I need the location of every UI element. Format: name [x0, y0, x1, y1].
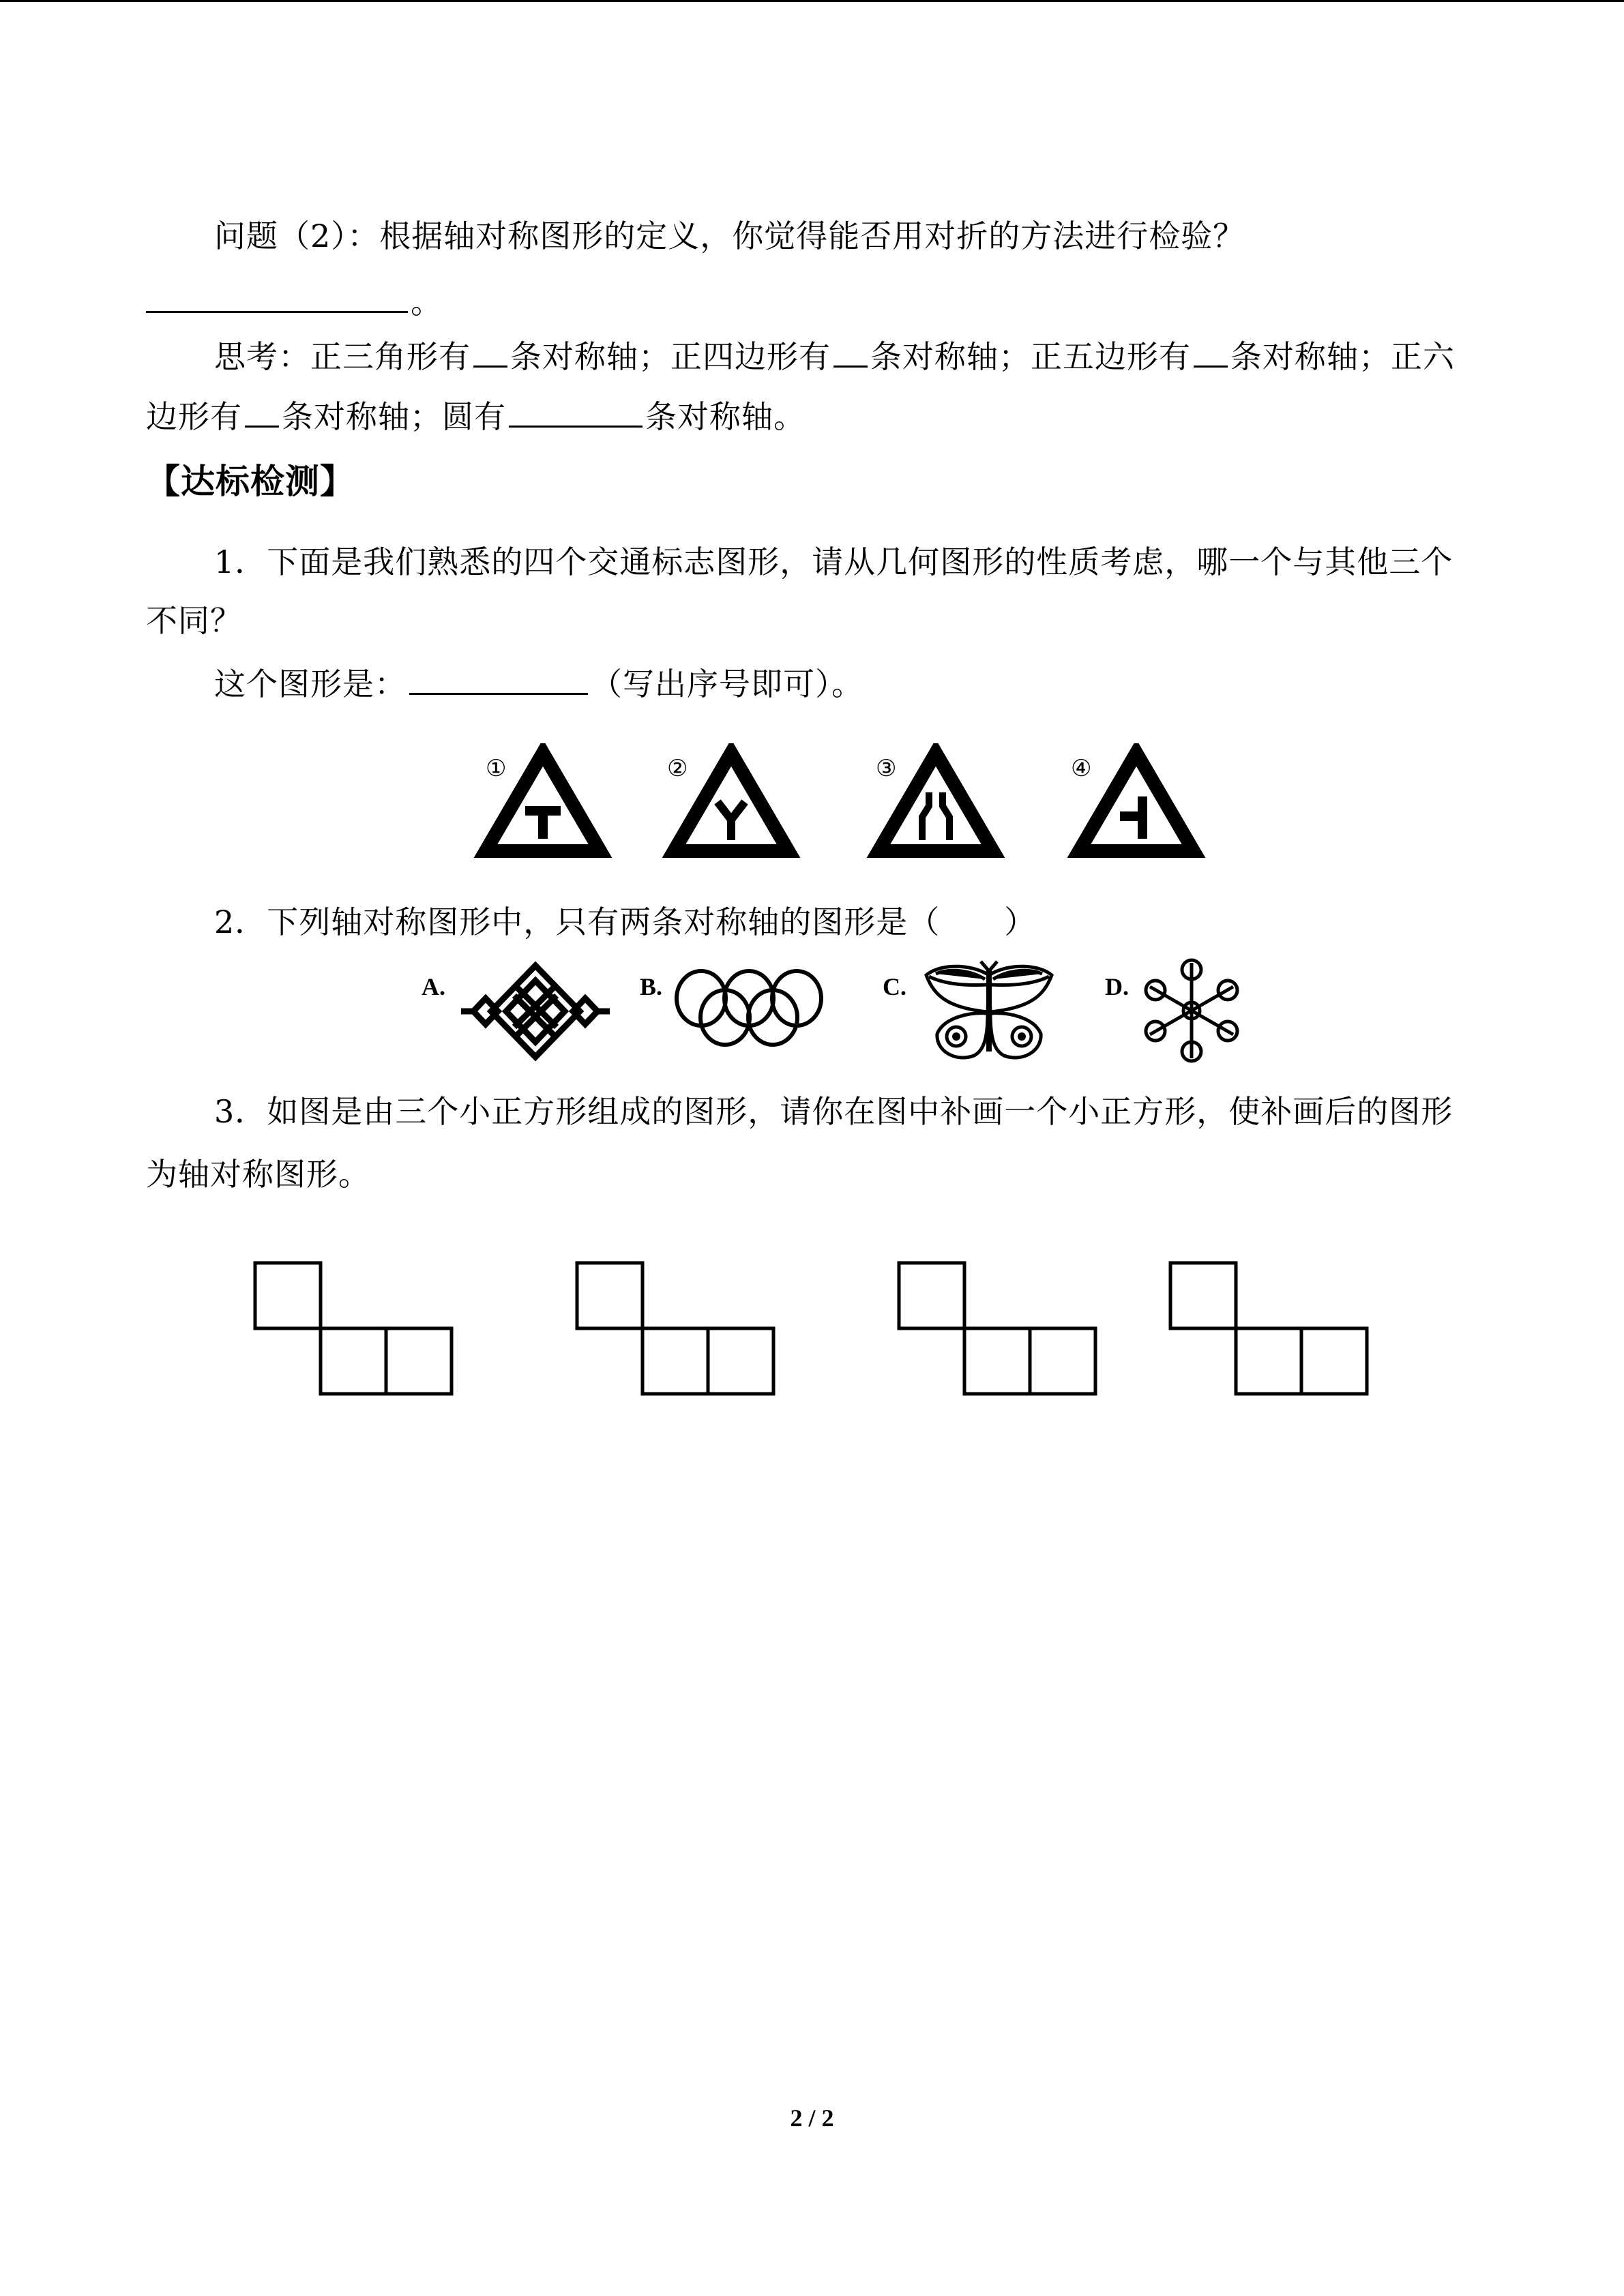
- blank-square[interactable]: [833, 336, 868, 368]
- think-text: 思考：正三角形有: [214, 338, 471, 375]
- olympic-rings-icon: [674, 967, 824, 1047]
- think-text: 条对称轴；正四边形有: [510, 338, 831, 375]
- q1-line-2: 不同？: [146, 602, 242, 639]
- think-text: 边形有: [146, 398, 242, 435]
- square-shape-4: [1170, 1263, 1367, 1394]
- chinese-knot-icon: [458, 960, 612, 1062]
- traffic-sign-4: [1071, 753, 1194, 851]
- butterfly-icon: [922, 960, 1056, 1064]
- sign-number: ④: [1071, 755, 1092, 782]
- traffic-sign-3: [876, 753, 993, 851]
- sign-number: ②: [667, 755, 688, 782]
- q1-answer-prefix: 这个图形是：: [214, 666, 407, 702]
- question-2-end: 。: [411, 284, 443, 320]
- think-line-1: [214, 336, 1455, 377]
- section-title: 【达标检测】: [146, 461, 355, 501]
- answer-blank[interactable]: [146, 281, 408, 313]
- page-number: 2 / 2: [790, 2104, 834, 2132]
- traffic-sign-2: [667, 753, 788, 851]
- option-d-label: D.: [1105, 973, 1129, 1000]
- think-text: 条对称轴；正六: [1230, 338, 1455, 375]
- square-shapes-figure: [251, 1259, 1376, 1402]
- sign-number: ①: [486, 755, 507, 782]
- snowflake-icon: [1142, 957, 1241, 1064]
- square-shape-2: [577, 1263, 773, 1394]
- square-shape-3: [899, 1263, 1095, 1394]
- question-2-answer-line: [146, 281, 443, 323]
- think-text: 条对称轴；正五边形有: [870, 338, 1191, 375]
- blank-circle[interactable]: [509, 396, 643, 428]
- traffic-sign-1: [486, 753, 600, 851]
- traffic-signs-figure: [471, 743, 1214, 859]
- question-2-text: 问题（2）：根据轴对称图形的定义，你觉得能否用对折的方法进行检验？: [214, 218, 1245, 254]
- q1-answer-line: [214, 663, 863, 704]
- q1-line-1: 1．下面是我们熟悉的四个交通标志图形，请从几何图形的性质考虑，哪一个与其他三个: [214, 543, 1453, 580]
- page-top-border: [0, 0, 1624, 2]
- blank-pentagon[interactable]: [1194, 336, 1228, 368]
- q2-text: 2．下列轴对称图形中，只有两条对称轴的图形是（ ）: [214, 904, 1037, 940]
- blank-hexagon[interactable]: [245, 396, 279, 428]
- square-shape-1: [255, 1263, 452, 1394]
- option-c-label: C.: [883, 973, 906, 1000]
- q1-answer-suffix: （写出序号即可）。: [591, 666, 863, 702]
- blank-triangle[interactable]: [473, 336, 507, 368]
- option-b-label: B.: [640, 973, 663, 1000]
- think-text: 条对称轴。: [645, 398, 806, 435]
- q1-answer-blank[interactable]: [409, 663, 588, 695]
- option-a-label: A.: [422, 973, 445, 1000]
- think-line-2: [146, 396, 806, 437]
- sign-number: ③: [876, 755, 897, 782]
- think-text: 条对称轴；圆有: [282, 398, 506, 435]
- q3-line-1: 3．如图是由三个小正方形组成的图形，请你在图中补画一个小正方形，使补画后的图形: [214, 1093, 1453, 1130]
- q3-line-2: 为轴对称图形。: [146, 1156, 370, 1193]
